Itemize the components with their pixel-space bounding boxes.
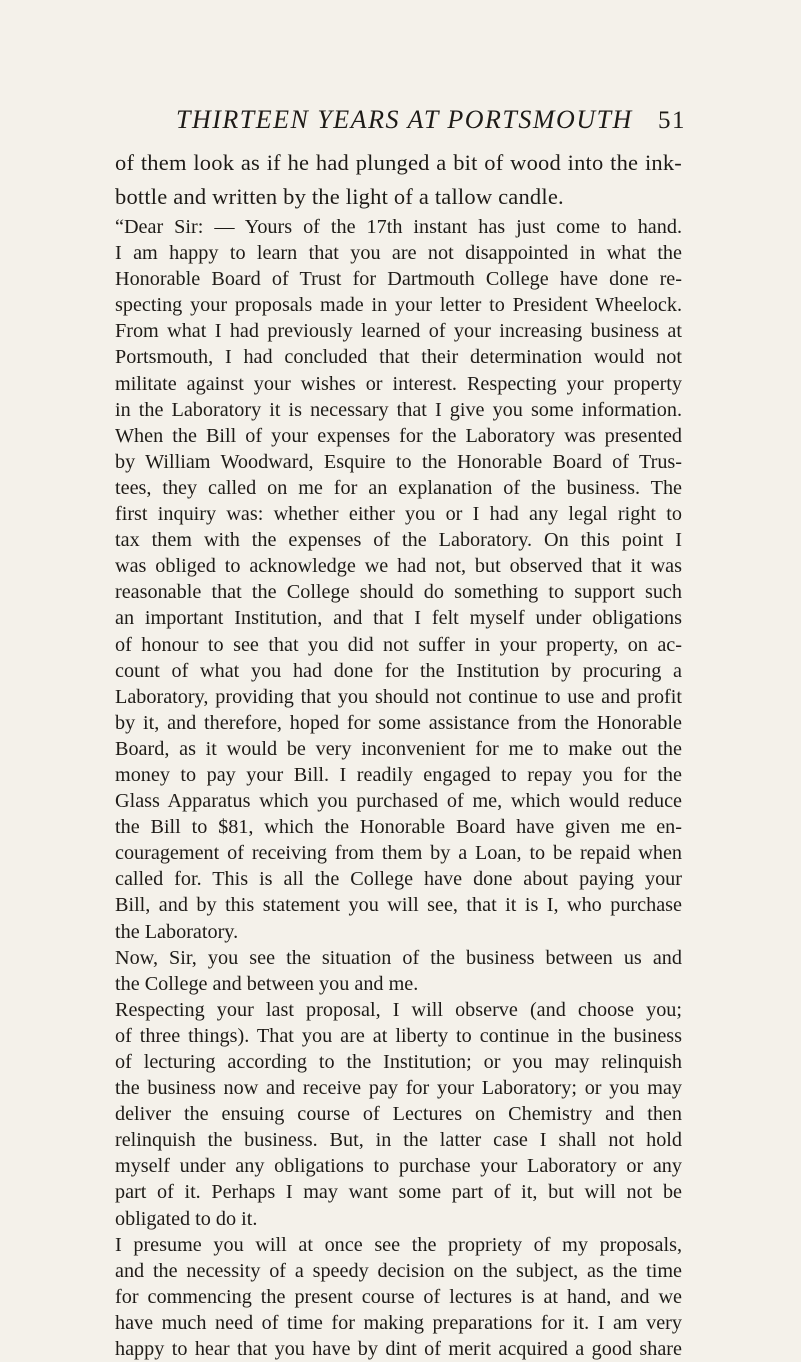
text-line: in the Laboratory it is necessary that I give you some information. [115,398,682,421]
text-line: I am happy to learn that you are not disappointed in what the [115,242,682,265]
running-head [176,105,686,135]
text-line: by it, and therefore, hoped for some assistance from the Honorable [115,711,682,734]
text-line: Laboratory, providing that you should not continue to use and profit [115,685,682,708]
text-line: Now, Sir, you see the situation of the business between us and [115,946,682,969]
text-line: the Bill to $81, which the Honorable Board have given me en- [115,816,682,839]
body-text [115,146,682,1362]
text-line: myself under any obligations to purchase your Laboratory or any [115,1155,682,1178]
text-line: an important Institution, and that I felt myself under obligations [115,607,682,630]
text-line: deliver the ensuing course of Lectures on Chemistry and then [115,1103,682,1126]
text-line: Board, as it would be very inconvenient for me to make out the [115,737,682,760]
text-line: part of it. Perhaps I may want some part of it, but will not be [115,1181,682,1204]
text-line: the business now and receive pay for your Laboratory; or you may [115,1077,682,1100]
text-line: count of what you had done for the Institution by procuring a [115,659,682,682]
text-line: couragement of receiving from them by a Loan, to be repaid when [115,842,682,865]
text-line: for commencing the present course of lectures is at hand, and we [115,1285,682,1308]
text-line: the Laboratory. [115,920,239,943]
opening-paragraph [115,146,682,214]
text-line: Honorable Board of Trust for Dartmouth College have done re- [115,268,682,291]
text-line: When the Bill of your expenses for the Laboratory was presented [115,424,682,447]
letter-text [115,214,682,1362]
text-line: obligated to do it. [115,1207,258,1230]
text-line: I presume you will at once see the propriety of my proposals, [115,1233,682,1256]
text-line: of them look as if he had plunged a bit of wood into the ink- [115,150,682,175]
text-line: tax them with the expenses of the Laboratory. On this point I [115,529,682,552]
text-line: was obliged to acknowledge we had not, but observed that it was [115,555,682,578]
text-line: called for. This is all the College have done about paying your [115,868,682,891]
running-title: THIRTEEN YEARS AT PORTSMOUTH [176,105,633,134]
text-line: have much need of time for making preparations for it. I am very [115,1311,682,1334]
text-line: Glass Apparatus which you purchased of me, which would reduce [115,790,682,813]
text-line: tees, they called on me for an explanation of the business. The [115,476,682,499]
page-number: 51 [658,107,686,134]
text-line: From what I had previously learned of your increasing business at [115,320,682,343]
text-line: Bill, and by this statement you will see, that it is I, who purchase [115,894,682,917]
text-line: by William Woodward, Esquire to the Honorable Board of Trus- [115,450,682,473]
text-line: Respecting your last proposal, I will observe (and choose you; [115,998,682,1021]
text-line: bottle and written by the light of a tallow candle. [115,184,564,209]
text-line: of three things). That you are at liberty to continue in the business [115,1024,682,1047]
text-line: Portsmouth, I had concluded that their determination would not [115,346,682,369]
text-line: militate against your wishes or interest. Respecting your property [115,372,682,395]
text-line: of lecturing according to the Institution; or you may relinquish [115,1051,682,1073]
text-line: the College and between you and me. [115,972,419,995]
text-line: “Dear Sir: — Yours of the 17th instant has just come to hand. [115,216,682,238]
text-line: happy to hear that you have by dint of merit acquired a good share [115,1338,682,1361]
text-line: first inquiry was: whether either you or I had any legal right to [115,503,682,526]
text-line: reasonable that the College should do something to support such [115,581,682,604]
text-line: and the necessity of a speedy decision on the subject, as the time [115,1259,682,1282]
text-line: money to pay your Bill. I readily engaged to repay you for the [115,763,682,786]
text-line: specting your proposals made in your letter to President Wheelock. [115,294,682,317]
text-line: of honour to see that you did not suffer in your property, on ac- [115,633,682,656]
text-line: relinquish the business. But, in the latter case I shall not hold [115,1129,682,1152]
